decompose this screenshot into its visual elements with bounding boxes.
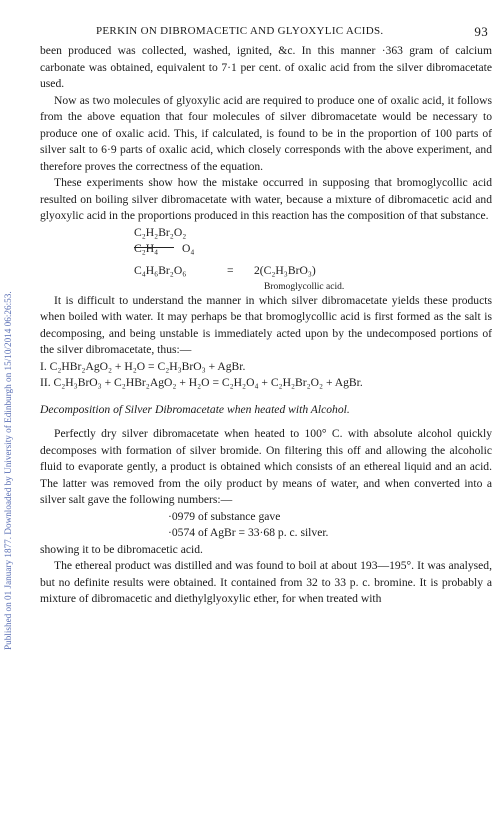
paragraph: showing it to be dibromacetic acid.	[40, 542, 203, 556]
formula-line	[40, 241, 492, 257]
paragraph: The ethereal product was distilled and was found to boil at about 193—195°. It was analysed, but no definite results were obtained. It contained from 32 to 33 p. c. bromine. It is probably a mixture of dibromacetic and diethylglyoxylic ether, for when treated with	[40, 559, 492, 605]
paragraph: been produced was collected, washed, ignited, &c. In this manner ·363 gram of calcium carbonate was obtained, equivalent to 7·1 per cent. of oxalic acid from the silver dibromacetate used.	[40, 44, 492, 90]
formula-glyoxylic-a: C₂H₄	[134, 241, 159, 255]
paragraph: Now as two molecules of glyoxylic acid are required to produce one of oxalic acid, it follows from the above equation that four molecules of silver dibromacetate would be necessary to produce one of oxalic acid. This, if calculated, is found to be in the proportion of 100 parts of silver salt to 6·9 parts of oxalic acid, which closely corresponds with the above experiment, and therefore proves the correctness of the equation.	[40, 93, 492, 173]
equation-one: I. C₂HBr₂AgO₂ + H₂O = C₂H₃BrO₃ + AgBr.	[40, 359, 246, 373]
watermark-text: Published on 01 January 1877. Downloaded by University of Edinburgh on 15/10/2014 06:26:53.	[3, 291, 13, 650]
paragraph: These experiments show how the mistake occurred in supposing that bromoglycollic acid resulted on boiling silver dibromacetate with water, because a mixture of dibromacetic acid and glyoxylic acid in the proportions produced in this reaction has the composition of that substance.	[40, 176, 492, 222]
analysis-line: ·0574 of AgBr = 33·68 p. c. silver.	[168, 526, 329, 539]
page-number: 93	[474, 24, 488, 39]
running-header	[40, 25, 492, 41]
formula-caption-line	[40, 279, 492, 293]
formula-dibromacetic: C₂H₂Br₂O₂	[134, 225, 187, 239]
download-watermark	[3, 90, 17, 650]
running-title: PERKIN ON DIBROMACETIC AND GLYOXYLIC ACIDS.	[96, 25, 384, 37]
summation-rule	[134, 247, 174, 248]
formula-line	[40, 263, 492, 279]
paragraph: Perfectly dry silver dibromacetate when heated to 100° C. with absolute alcohol quickly decomposes with formation of silver bromide. On filtering this off and allowing the alcoholic fluid to evaporate gently, a product is obtained which consists of an ethereal liquid and an acid. The latter was removed from the oily product by means of water, and when converted into a silver salt gave the following numbers:—	[40, 427, 492, 506]
equation-two: II. C₂H₃BrO₃ + C₂HBr₂AgO₂ + H₂O = C₂H₂O₄ + C₂H₂Br₂O₂ + AgBr.	[40, 376, 363, 389]
formula-equals: =	[227, 263, 234, 277]
formula-sum: C₄H₆Br₂O₆	[134, 263, 187, 277]
analysis-line: ·0979 of substance gave	[168, 509, 281, 523]
formula-glyoxylic-b: O₄	[182, 241, 195, 255]
formula-bromoglycollic: 2(C₂H₃BrO₃)	[254, 263, 316, 277]
section-heading: Decomposition of Silver Dibromacetate when heated with Alcohol.	[40, 402, 350, 416]
formula-caption: Bromoglycollic acid.	[264, 281, 345, 292]
page-body	[40, 43, 492, 608]
formula-line	[40, 225, 492, 241]
paragraph: It is difficult to understand the manner in which silver dibromacetate yields these products when boiled with water. It may perhaps be that bromoglycollic acid is first formed as the salt is decomposing, and being unstable is immediately acted upon by the undecomposed portions of the silver dibromacetate, thus:—	[40, 293, 492, 356]
